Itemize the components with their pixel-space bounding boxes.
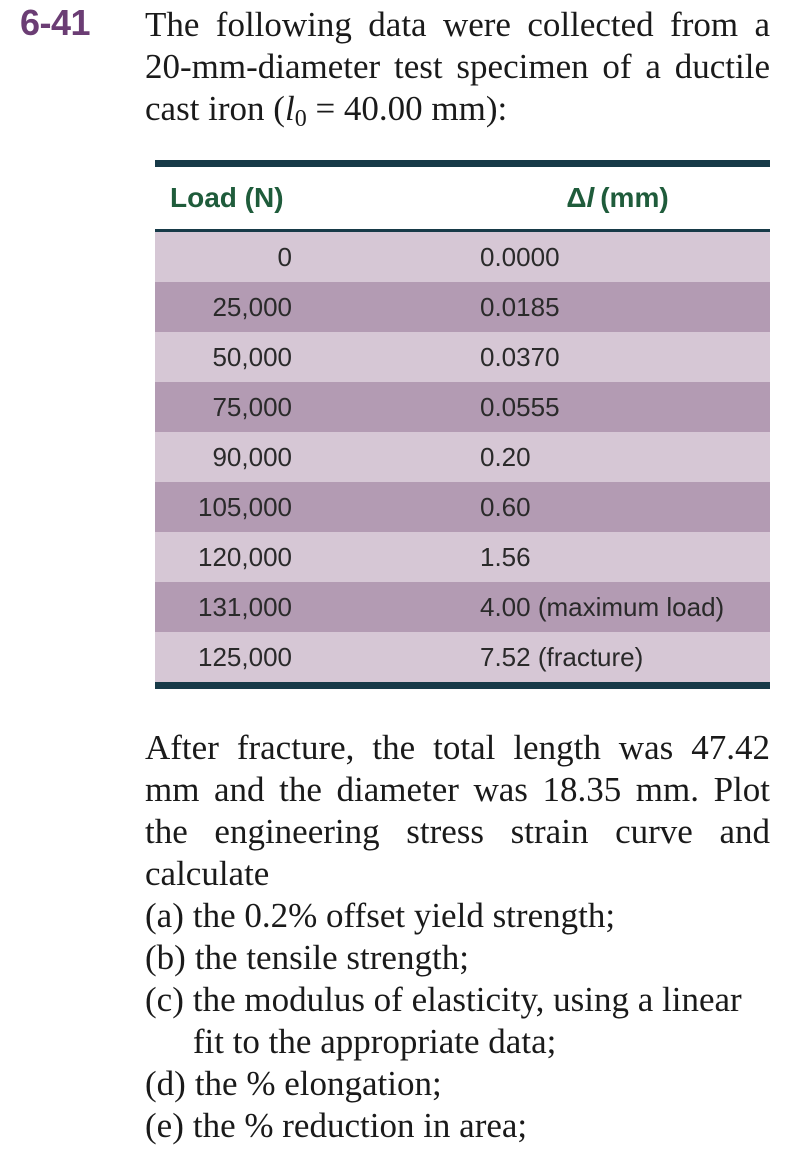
part-marker: (b) bbox=[145, 938, 186, 977]
load-cell: 75,000 bbox=[155, 382, 465, 432]
intro-length-value: = 40.00 mm): bbox=[306, 89, 508, 128]
length-variable: l bbox=[284, 89, 295, 128]
elongation-cell: 4.00 (maximum load) bbox=[465, 582, 770, 632]
column-header-elongation bbox=[465, 164, 770, 231]
part-marker: (d) bbox=[145, 1064, 186, 1103]
length-subscript: 0 bbox=[294, 106, 307, 132]
elongation-cell: 0.0555 bbox=[465, 382, 770, 432]
column-header-load: Load (N) bbox=[155, 164, 465, 231]
table-row bbox=[155, 482, 770, 532]
delta-symbol: Δ bbox=[566, 182, 587, 213]
load-cell: 90,000 bbox=[155, 432, 465, 482]
load-cell: 50,000 bbox=[155, 332, 465, 382]
elongation-cell: 0.60 bbox=[465, 482, 770, 532]
elongation-cell: 0.0370 bbox=[465, 332, 770, 382]
after-fracture-text: After fracture, the total length was 47.42 mm and the diameter was 18.35 mm. Plot the engineering stress strain curve and calculate bbox=[145, 728, 770, 893]
table-row bbox=[155, 282, 770, 332]
part-text: the modulus of elasticity, using a linear fit to the appropriate data; bbox=[192, 980, 742, 1061]
elongation-cell: 0.20 bbox=[465, 432, 770, 482]
elongation-cell: 1.56 bbox=[465, 532, 770, 582]
load-cell: 125,000 bbox=[155, 632, 465, 686]
elongation-unit: (mm) bbox=[600, 182, 669, 213]
question-part bbox=[145, 1105, 775, 1147]
part-marker: (e) bbox=[145, 1106, 184, 1145]
load-cell: 25,000 bbox=[155, 282, 465, 332]
table-row bbox=[155, 432, 770, 482]
table-header-row bbox=[155, 164, 770, 231]
table-row bbox=[155, 532, 770, 582]
elongation-cell: 0.0185 bbox=[465, 282, 770, 332]
load-cell: 105,000 bbox=[155, 482, 465, 532]
part-text: the % reduction in area; bbox=[192, 1106, 528, 1145]
problem-intro bbox=[145, 4, 770, 130]
load-cell: 120,000 bbox=[155, 532, 465, 582]
table-row bbox=[155, 332, 770, 382]
question-part bbox=[145, 979, 775, 1063]
elongation-variable: l bbox=[586, 182, 595, 213]
load-elongation-table bbox=[155, 160, 770, 689]
table-row bbox=[155, 582, 770, 632]
problem-number: 6-41 bbox=[20, 2, 91, 43]
load-cell: 0 bbox=[155, 231, 465, 283]
table-row bbox=[155, 632, 770, 686]
elongation-cell: 7.52 (fracture) bbox=[465, 632, 770, 686]
part-marker: (c) bbox=[145, 980, 184, 1019]
table-body bbox=[155, 231, 770, 686]
question-part bbox=[145, 1063, 775, 1105]
table-row bbox=[155, 382, 770, 432]
table-row bbox=[155, 231, 770, 283]
part-text: the 0.2% offset yield strength; bbox=[192, 896, 616, 935]
part-text: the tensile strength; bbox=[194, 938, 469, 977]
part-marker: (a) bbox=[145, 896, 184, 935]
load-cell: 131,000 bbox=[155, 582, 465, 632]
question-parts-list bbox=[145, 895, 775, 1147]
elongation-cell: 0.0000 bbox=[465, 231, 770, 283]
question-part bbox=[145, 895, 775, 937]
part-text: the % elongation; bbox=[194, 1064, 442, 1103]
intro-text: The following data were collected from a 20-mm-diameter test specimen of a ductile cast iron ( bbox=[145, 5, 770, 128]
question-part bbox=[145, 937, 775, 979]
